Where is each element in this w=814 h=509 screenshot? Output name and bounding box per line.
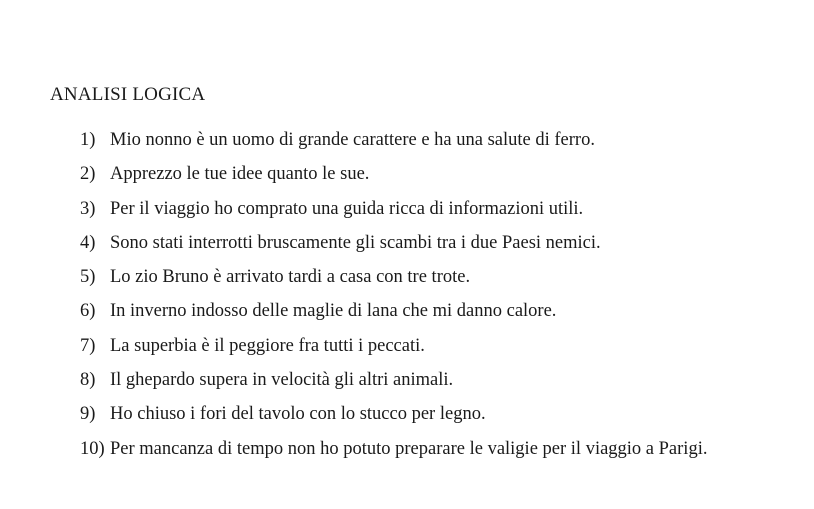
item-number: 1) <box>80 130 96 150</box>
item-text: La superbia è il peggiore fra tutti i peccati. <box>110 335 425 356</box>
item-number: 5) <box>80 267 96 288</box>
item-text: In inverno indosso delle maglie di lana che mi danno calore. <box>110 301 557 322</box>
item-number: 3) <box>80 198 96 219</box>
item-text: Ho chiuso i fori del tavolo con lo stucco per legno. <box>110 404 486 425</box>
item-number: 10) <box>80 438 105 459</box>
item-text: Il ghepardo supera in velocità gli altri animali. <box>110 370 454 391</box>
item-number: 6) <box>80 301 96 322</box>
item-text: Mio nonno è un uomo di grande carattere e ha una salute di ferro. <box>110 130 595 150</box>
item-text: Apprezzo le tue idee quanto le sue. <box>110 164 370 185</box>
item-number: 2) <box>80 164 96 185</box>
item-number: 7) <box>80 335 96 356</box>
item-number: 4) <box>80 232 96 253</box>
item-text: Per il viaggio ho comprato una guida ricca di informazioni utili. <box>110 198 584 219</box>
item-text: Per mancanza di tempo non ho potuto preparare le valigie per il viaggio a Parigi. <box>110 438 708 459</box>
item-text: Lo zio Bruno è arrivato tardi a casa con tre trote. <box>110 267 471 288</box>
item-number: 8) <box>80 370 96 391</box>
item-number: 9) <box>80 404 96 425</box>
document-title: ANALISI LOGICA <box>50 84 206 105</box>
item-text: Sono stati interrotti bruscamente gli scambi tra i due Paesi nemici. <box>110 232 601 253</box>
